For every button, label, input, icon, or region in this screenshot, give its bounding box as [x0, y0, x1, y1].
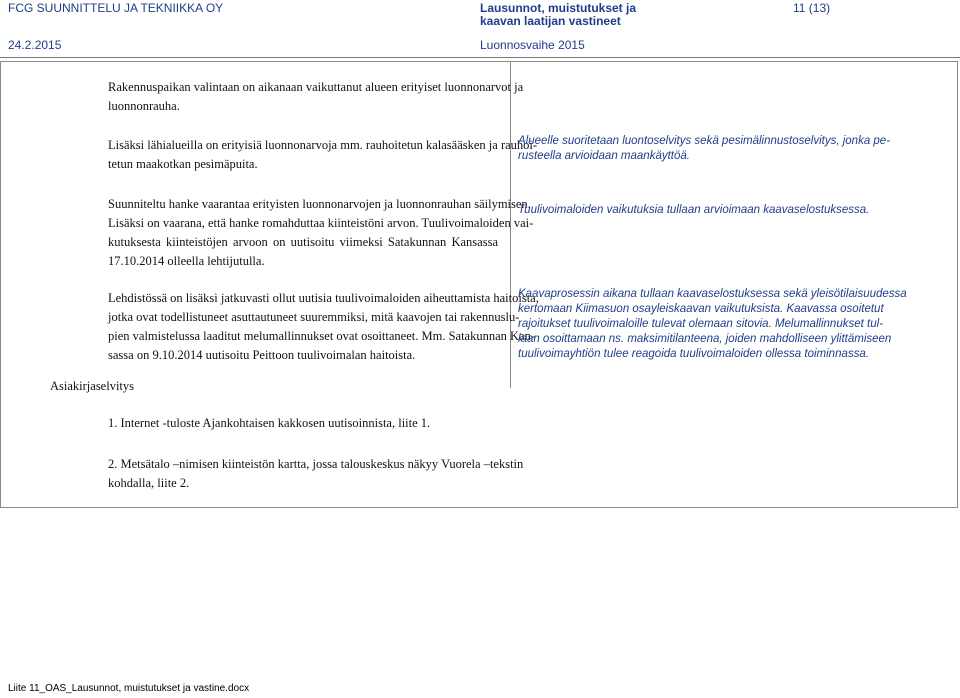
page-number: 11 (13) — [793, 1, 831, 15]
statement-paragraph-2 — [108, 136, 538, 174]
text-line: Lisäksi lähialueilla on erityisiä luonnonarvoja mm. rauhoitetun kalasääsken ja rauhoi- — [108, 138, 538, 152]
text-line: jotka ovat todellistuneet asuttautuneet suuremmiksi, mitä kaavojen tai rakennuslu- — [108, 310, 520, 324]
footer-filename: Liite 11_OAS_Lausunnot, muistutukset ja vastine.docx — [8, 683, 250, 694]
text-line: pien valmistelussa laaditut melumallinnukset ovat osoittaneet. Mm. Satakunnan Kan- — [108, 329, 535, 343]
attachment-1: 1. Internet -tuloste Ajankohtaisen kakkosen uutisoinnista, liite 1. — [108, 416, 431, 430]
text-line: tetun maakotkan pesimäpuita. — [108, 157, 258, 171]
response-1 — [518, 134, 890, 164]
attachment-2 — [108, 455, 523, 493]
statement-paragraph-1 — [108, 78, 523, 116]
doc-title-line1: Lausunnot, muistutukset ja — [480, 1, 637, 15]
text-line: Lisäksi on vaarana, että hanke romahduttaa kiinteistöni arvon. Tuulivoimaloiden vai- — [108, 216, 534, 230]
response-line: Alueelle suoritetaan luontoselvitys sekä pesimälinnustoselvitys, jonka pe- — [518, 135, 891, 147]
response-line: rusteella arvioidaan maankäyttöä. — [518, 150, 690, 162]
text-line: Rakennuspaikan valintaan on aikanaan vaikuttanut alueen erityiset luonnonarvot ja — [108, 80, 524, 94]
text-line: 17.10.2014 olleella lehtijutulla. — [108, 254, 265, 268]
text-line: Suunniteltu hanke vaarantaa erityisten luonnonarvojen ja luonnonrauhan säilymisen. — [108, 197, 531, 211]
statement-paragraph-4 — [108, 289, 539, 365]
text-line: Lehdistössä on lisäksi jatkuvasti ollut uutisia tuulivoimaloiden aiheuttamista haitoista, — [108, 291, 539, 305]
company-name: FCG SUUNNITTELU JA TEKNIIKKA OY — [8, 1, 224, 15]
text-line: sassa on 9.10.2014 uutisoitu Peittoon tuulivoimalan haitoista. — [108, 348, 416, 362]
statement-response-table — [0, 61, 958, 508]
response-line: Kaavaprosessin aikana tullaan kaavaselostuksessa sekä yleisötilaisuudessa — [518, 288, 907, 300]
attachments-heading: Asiakirjaselvitys — [50, 379, 135, 393]
response-line: Tuulivoimaloiden vaikutuksia tullaan arvioimaan kaavaselostuksessa. — [518, 204, 870, 216]
text-line: 2. Metsätalo –nimisen kiinteistön kartta, jossa talouskeskus näkyy Vuorela –tekstin — [108, 457, 524, 471]
response-line: tuulivoimayhtiön tulee reagoida tuulivoimaloiden ollessa toiminnassa. — [518, 348, 869, 360]
text-line: kutuksesta kiinteistöjen arvoon on uutisoitu viimeksi Satakunnan Kansassa — [108, 235, 498, 249]
text-line: kohdalla, liite 2. — [108, 476, 190, 490]
response-line: kertomaan Kiimasuon osayleiskaavan vaikutuksista. Kaavassa osoitetut — [518, 303, 884, 315]
response-2 — [518, 203, 869, 218]
header-divider — [0, 57, 960, 58]
response-3 — [518, 287, 907, 362]
response-line: rajoitukset tuulivoimaloille tulevat olemaan sitovia. Melumallinnukset tul- — [518, 318, 883, 330]
response-line: laan osoittamaan ns. maksimitilanteena, joiden mahdolliseen ylittämiseen — [518, 333, 892, 345]
doc-date: 24.2.2015 — [8, 38, 62, 52]
doc-phase: Luonnosvaihe 2015 — [480, 38, 585, 52]
statement-paragraph-3 — [108, 195, 534, 271]
doc-title-line2: kaavan laatijan vastineet — [480, 14, 621, 28]
text-line: luonnonrauha. — [108, 99, 180, 113]
